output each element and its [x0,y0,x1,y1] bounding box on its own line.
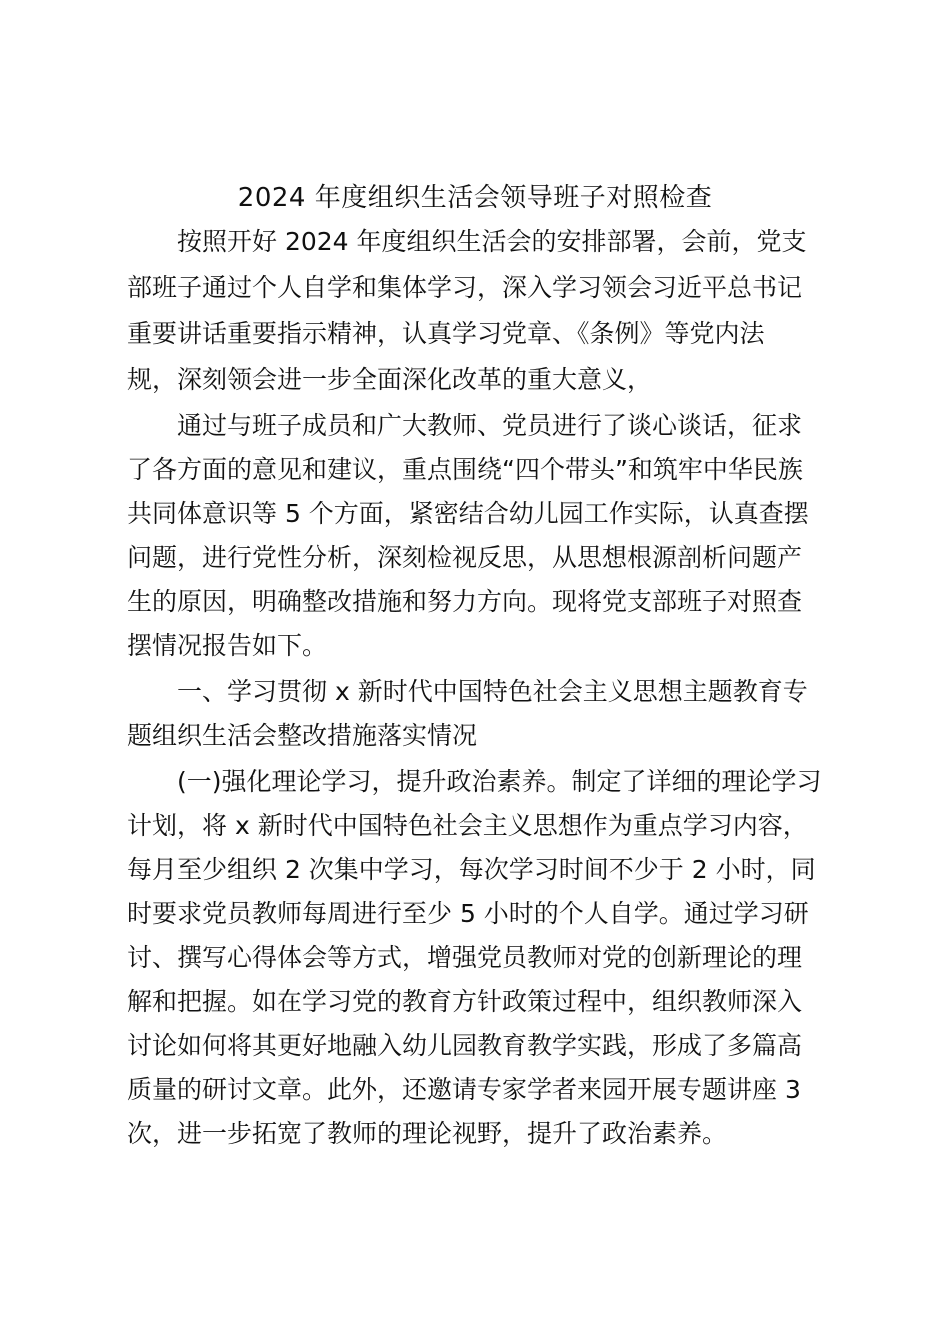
document-title: 2024 年度组织生活会领导班子对照检查 [237,183,713,213]
paragraph-3-line-4: 时要求党员教师每周进行至少 5 小时的个人自学。通过学习研 [127,899,809,928]
paragraph-3-line-9: 次，进一步拓宽了教师的理论视野，提升了政治素养。 [127,1119,728,1148]
section-heading-line-2: 题组织生活会整改措施落实情况 [127,721,478,750]
paragraph-3-line-8: 质量的研讨文章。此外，还邀请专家学者来园开展专题讲座 3 [127,1075,801,1104]
paragraph-1-line-4: 规，深刻领会进一步全面深化改革的重大意义， [127,365,653,394]
paragraph-3-line-5: 讨、撰写心得体会等方式，增强党员教师对党的创新理论的理 [127,943,803,972]
section-heading-line-1: 一、学习贯彻 x 新时代中国特色社会主义思想主题教育专 [177,677,808,706]
paragraph-3-line-6: 解和把握。如在学习党的教育方针政策过程中，组织教师深入 [127,987,803,1016]
paragraph-2-line-1: 通过与班子成员和广大教师、党员进行了谈心谈话，征求 [177,411,803,440]
paragraph-2-line-2: 了各方面的意见和建议，重点围绕“四个带头”和筑牢中华民族 [127,455,803,484]
paragraph-2-line-3: 共同体意识等 5 个方面，紧密结合幼儿园工作实际，认真查摆 [127,499,809,528]
paragraph-2-line-4: 问题，进行党性分析，深刻检视反思，从思想根源剖析问题产 [127,543,803,572]
paragraph-3-line-3: 每月至少组织 2 次集中学习，每次学习时间不少于 2 小时，同 [127,855,816,884]
paragraph-2-line-5: 生的原因，明确整改措施和努力方向。现将党支部班子对照查 [127,587,803,616]
paragraph-3-line-2: 计划，将 x 新时代中国特色社会主义思想作为重点学习内容， [127,811,808,840]
paragraph-2-line-6: 摆情况报告如下。 [127,631,328,660]
paragraph-1-line-2: 部班子通过个人自学和集体学习，深入学习领会习近平总书记 [127,273,803,302]
paragraph-1-line-3: 重要讲话重要指示精神，认真学习党章、《条例》等党内法 [127,319,765,348]
paragraph-3-line-1: (一)强化理论学习，提升政治素养。制定了详细的理论学习 [177,767,822,796]
paragraph-3-line-7: 讨论如何将其更好地融入幼儿园教育教学实践，形成了多篇高 [127,1031,803,1060]
paragraph-1-line-1: 按照开好 2024 年度组织生活会的安排部署，会前，党支 [177,227,807,256]
